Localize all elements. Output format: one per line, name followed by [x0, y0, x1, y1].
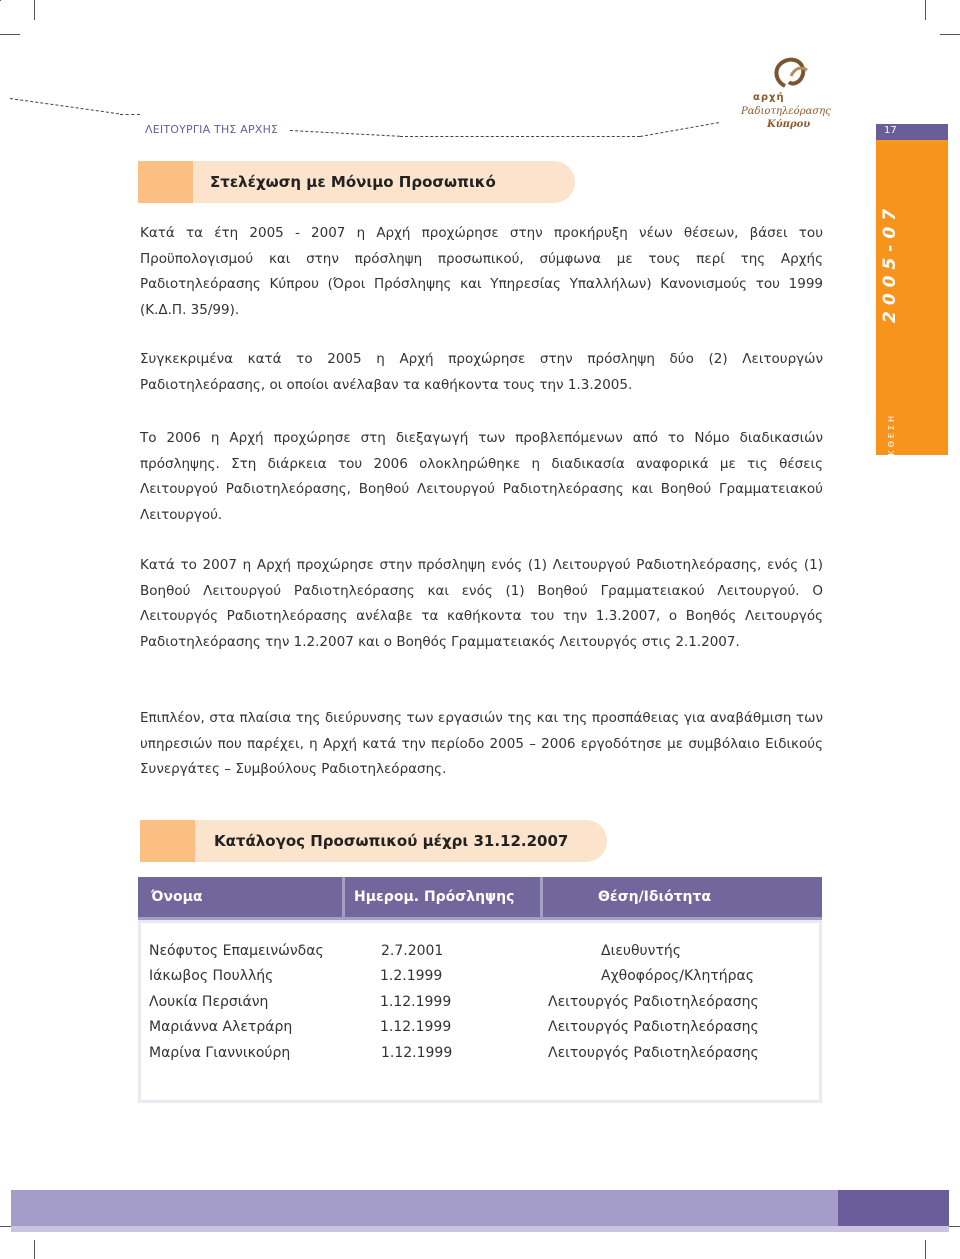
staff-table-header [138, 877, 822, 920]
paragraph-5: Επιπλέον, στα πλαίσια της διεύρυνσης των εργασιών της και της προσπάθειας για αναβάθμιση των υπηρεσιών που παρέχει, η Αρχή κατά την περίοδο 2005 – 2006 εργοδότησε με συμβόλαιο Ειδικούς Συνεργάτες – Συμβούλους Ραδιοτηλεόρασης. [140, 710, 823, 777]
heading-accent [138, 161, 193, 203]
column-header-hire-date: Ημερομ. Πρόσληψης [354, 889, 515, 905]
table-cell-position: Διευθυντής [601, 943, 681, 959]
table-cell-name: Λουκία Περσιάνη [149, 994, 269, 1010]
heading-accent [140, 820, 195, 862]
table-cell-date: 1.12.1999 [380, 994, 452, 1010]
table-cell-name: Μαριάννα Αλετράρη [149, 1019, 293, 1035]
section-heading-staff-list [140, 820, 607, 862]
column-header-position: Θέση/Ιδιότητα [598, 889, 712, 905]
table-cell-date: 1.2.1999 [380, 968, 443, 984]
table-cell-date: 2.7.2001 [381, 943, 444, 959]
table-cell-name: Νεόφυτος Επαμεινώνδας [149, 943, 324, 959]
page-number-box [876, 124, 948, 143]
header-dash-3 [290, 130, 400, 137]
paragraph-1: Κατά τα έτη 2005 - 2007 η Αρχή προχώρησε στην προκήρυξη νέων θέσεων, βάσει του Προϋπολογισμού και στην πρόσληψη προσωπικού, σύμφωνα με τους περί της Αρχής Ραδιοτηλεόρασης Κύπρου (Όροι Πρόσληψης και Υπηρεσίας Υπαλλήλων) Κανονισμούς του 1999 (Κ.Δ.Π. 35/99). [140, 225, 823, 318]
sidebar-band [876, 143, 948, 464]
crop-mark-top-v [34, 0, 35, 20]
header-divider-2 [540, 877, 543, 917]
table-cell-date: 1.12.1999 [381, 1045, 453, 1061]
crop-mark-top-right-v [925, 0, 926, 20]
logo-text-radiotileorasis: Ραδιοτηλεόρασης [741, 106, 831, 117]
column-header-name: Όνομα [151, 889, 203, 905]
table-cell-name: Μαρίνα Γιαννικούρη [149, 1045, 291, 1061]
section-label: ΛΕΙΤΟΥΡΓΙΑ ΤΗΣ ΑΡΧΗΣ [145, 123, 279, 136]
footer-band-light [11, 1226, 949, 1232]
logo-text-kyprou: Κύπρου [767, 119, 811, 130]
page-number: 17 [884, 125, 897, 136]
header-dash-5 [640, 122, 719, 137]
table-cell-position: Λειτουργός Ραδιοτηλεόρασης [548, 994, 759, 1010]
table-cell-position: Λειτουργός Ραδιοτηλεόρασης [548, 1045, 759, 1061]
header-dash-2 [120, 114, 140, 115]
crop-mark-top-right [940, 34, 960, 35]
header-divider-1 [342, 877, 345, 917]
footer-band-dark [838, 1190, 949, 1226]
logo-emblem-icon [735, 56, 835, 96]
table-cell-date: 1.12.1999 [380, 1019, 452, 1035]
table-cell-name: Ιάκωβος Πουλλής [149, 968, 274, 984]
header-dash-4 [400, 136, 640, 137]
paragraph-4: Κατά το 2007 η Αρχή προχώρησε στην πρόσληψη ενός (1) Λειτουργού Ραδιοτηλεόρασης, ενός (1) Βοηθού Λειτουργού Ραδιοτηλεόρασης και ενός (1) Βοηθού Γραμματειακού Λειτουργού. Ο Λειτουργός Ραδιοτηλεόρασης ανέλαβε τα καθήκοντα του την 1.3.2007, ο Βοηθός Λειτουργός Ραδιοτηλεόρασης την 1.2.2007 και ο Βοηθός Γραμματειακός Λειτουργός στις 2.1.2007. [140, 557, 823, 650]
section-title-staffing: Στελέχωση με Μόνιμο Προσωπικό [210, 173, 496, 191]
crop-mark-bottom-right-v [925, 1240, 926, 1259]
sidebar-report-label: ΕΚΘΕΣΗ [887, 413, 896, 464]
crop-mark-bottom-v [34, 1240, 35, 1259]
crop-mark-top [0, 34, 20, 35]
staff-table-body [138, 920, 822, 1103]
logo [735, 62, 835, 134]
sidebar-year: 2005-07 [880, 202, 900, 323]
paragraph-3: Το 2006 η Αρχή προχώρησε στη διεξαγωγή των προβλεπόμενων από το Νόμο διαδικασιών πρόσληψης. Στη διάρκεια του 2006 ολοκληρώθηκε η διαδικασία αναφορικά με τις θέσεις Λειτουργού Ραδιοτηλεόρασης, Βοηθού Λειτουργού Ραδιοτηλεόρασης και Βοηθού Γραμματειακού Λειτουργού. [140, 430, 823, 523]
header-dash-1 [10, 98, 119, 114]
logo-text-arxi: αρχή [753, 92, 785, 103]
section-heading-staffing [138, 161, 575, 203]
paragraph-2: Συγκεκριμένα κατά το 2005 η Αρχή προχώρησε στην πρόσληψη δύο (2) Λειτουργών Ραδιοτηλεόρασης, οι οποίοι ανέλαβαν τα καθήκοντα τους την 1.3.2005. [140, 351, 823, 393]
table-cell-position: Λειτουργός Ραδιοτηλεόρασης [548, 1019, 759, 1035]
table-cell-position: Αχθοφόρος/Κλητήρας [601, 968, 754, 984]
section-title-staff-list: Κατάλογος Προσωπικού μέχρι 31.12.2007 [214, 832, 569, 850]
footer-band [11, 1190, 949, 1226]
staff-table-inner [141, 923, 819, 1100]
